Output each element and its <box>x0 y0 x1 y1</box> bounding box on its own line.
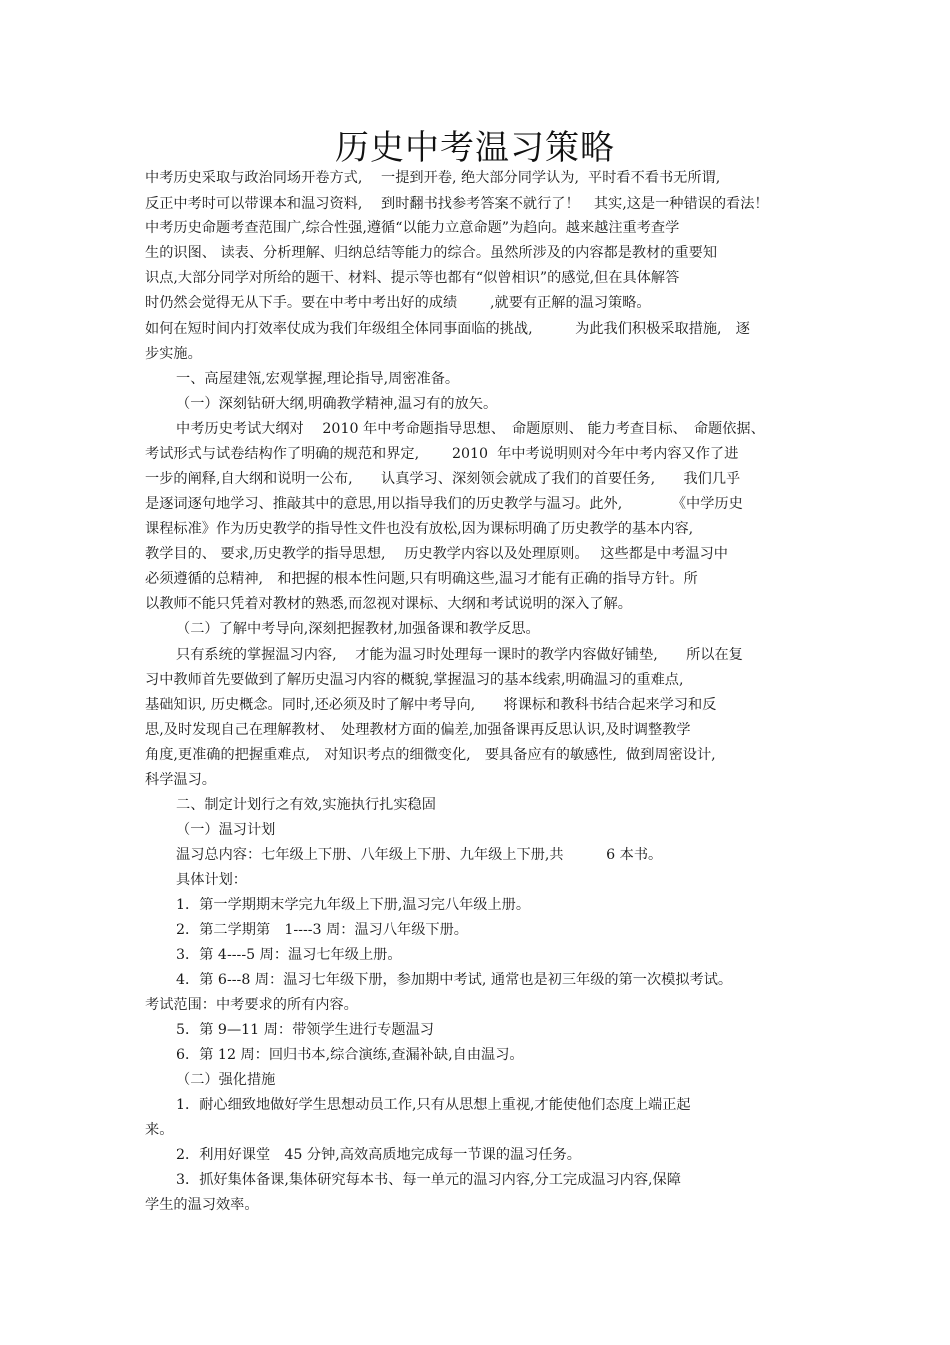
paragraph-line: 反正中考时可以带课本和温习资料, 到时翻书找参考答案不就行了！ 其实,这是一种错误的看法！ <box>145 196 769 212</box>
paragraph-line: 只有系统的掌握温习内容, 才能为温习时处理每一课时的教学内容做好铺垫, 所以在复 <box>176 647 743 663</box>
paragraph-line: 基础知识, 历史概念。同时,还必须及时了解中考导向, 将课标和教科书结合起来学习和反 <box>145 697 717 713</box>
list-item: 3．抓好集体备课,集体研究每本书、每一单元的温习内容,分工完成温习内容,保障 <box>176 1172 681 1188</box>
paragraph-line: 生的识图、 读表、分析理解、归纳总结等能力的综合。虽然所涉及的内容都是教材的重要知 <box>145 245 718 261</box>
list-item: 1．第一学期期末学完九年级上下册,温习完八年级上册。 <box>176 897 531 913</box>
paragraph-line: 一步的阐释,自大纲和说明一公布, 认真学习、深刻领会就成了我们的首要任务, 我们几乎 <box>145 471 741 487</box>
paragraph-line: 具体计划： <box>176 872 247 888</box>
paragraph-line: 步实施。 <box>145 346 202 362</box>
subsection-heading: （二）强化措施 <box>176 1072 276 1088</box>
document-title: 历史中考温习策略 <box>335 128 615 168</box>
list-item: 6．第 12 周：回归书本,综合演练,查漏补缺,自由温习。 <box>176 1047 524 1063</box>
paragraph-line: 来。 <box>145 1122 174 1138</box>
paragraph-line: 温习总内容：七年级上下册、八年级上下册、九年级上下册,共 6 本书。 <box>176 847 663 863</box>
subsection-heading: （一）深刻钻研大纲,明确教学精神,温习有的放矢。 <box>176 396 498 412</box>
subsection-heading: （一）温习计划 <box>176 822 276 838</box>
paragraph-line: 识点,大部分同学对所给的题干、材料、提示等也都有“似曾相识”的感觉,但在具体解答 <box>145 270 680 286</box>
paragraph-line: 考试范围：中考要求的所有内容。 <box>145 997 358 1013</box>
paragraph-line: 中考历史考试大纲对 2010 年中考命题指导思想、 命题原则、 能力考查目标、 命题依据、 <box>176 421 765 437</box>
list-item: 2．利用好课堂 45 分钟,高效高质地完成每一节课的温习任务。 <box>176 1147 581 1163</box>
paragraph-line: 教学目的、 要求,历史教学的指导思想, 历史教学内容以及处理原则。 这些都是中考温习中 <box>145 546 728 562</box>
paragraph-line: 学生的温习效率。 <box>145 1197 259 1213</box>
list-item: 1．耐心细致地做好学生思想动员工作,只有从思想上重视,才能使他们态度上端正起 <box>176 1097 691 1113</box>
paragraph-line: 时仍然会觉得无从下手。要在中考中考出好的成绩 ,就要有正解的温习策略。 <box>145 295 651 311</box>
paragraph-line: 中考历史命题考查范围广,综合性强,遵循“以能力立意命题”为趋向。越来越注重考查学 <box>145 220 680 236</box>
paragraph-line: 考试形式与试卷结构作了明确的规范和界定, 2010 年中考说明则对今年中考内容又作了进 <box>145 446 739 462</box>
paragraph-line: 必须遵循的总精神, 和把握的根本性问题,只有明确这些,温习才能有正确的指导方针。所 <box>145 571 698 587</box>
paragraph-line: 科学温习。 <box>145 772 216 788</box>
list-item: 2．第二学期第 1----3 周：温习八年级下册。 <box>176 922 468 938</box>
paragraph-line: 角度,更准确的把握重难点, 对知识考点的细微变化, 要具备应有的敏感性, 做到周密设计, <box>145 747 716 763</box>
section-heading: 一、高屋建瓴,宏观掌握,理论指导,周密准备。 <box>176 371 460 387</box>
paragraph-line: 课程标准》作为历史教学的指导性文件也没有放松,因为课标明确了历史教学的基本内容, <box>145 521 694 537</box>
list-item: 5．第 9—11 周：带领学生进行专题温习 <box>176 1022 434 1038</box>
list-item: 3．第 4----5 周：温习七年级上册。 <box>176 947 402 963</box>
paragraph-line: 如何在短时间内打效率仗成为我们年级组全体同事面临的挑战, 为此我们积极采取措施, 逐 <box>145 321 750 337</box>
list-item: 4．第 6---8 周：温习七年级下册，参加期中考试, 通常也是初三年级的第一次模拟考试。 <box>176 972 733 988</box>
paragraph-line: 是逐词逐句地学习、推敲其中的意思,用以指导我们的历史教学与温习。此外, 《中学历史 <box>145 496 743 512</box>
subsection-heading: （二）了解中考导向,深刻把握教材,加强备课和教学反思。 <box>176 621 540 637</box>
paragraph-line: 思,及时发现自己在理解教材、 处理教材方面的偏差,加强备课再反思认识,及时调整教学 <box>145 722 691 738</box>
paragraph-line: 习中教师首先要做到了解历史温习内容的概貌,掌握温习的基本线索,明确温习的重难点, <box>145 672 684 688</box>
paragraph-line: 以教师不能只凭着对教材的熟悉,而忽视对课标、大纲和考试说明的深入了解。 <box>145 596 632 612</box>
section-heading: 二、制定计划行之有效,实施执行扎实稳固 <box>176 797 436 813</box>
paragraph-line: 中考历史采取与政治同场开卷方式, 一提到开卷, 绝大部分同学认为, 平时看不看书无所谓, <box>145 170 721 186</box>
